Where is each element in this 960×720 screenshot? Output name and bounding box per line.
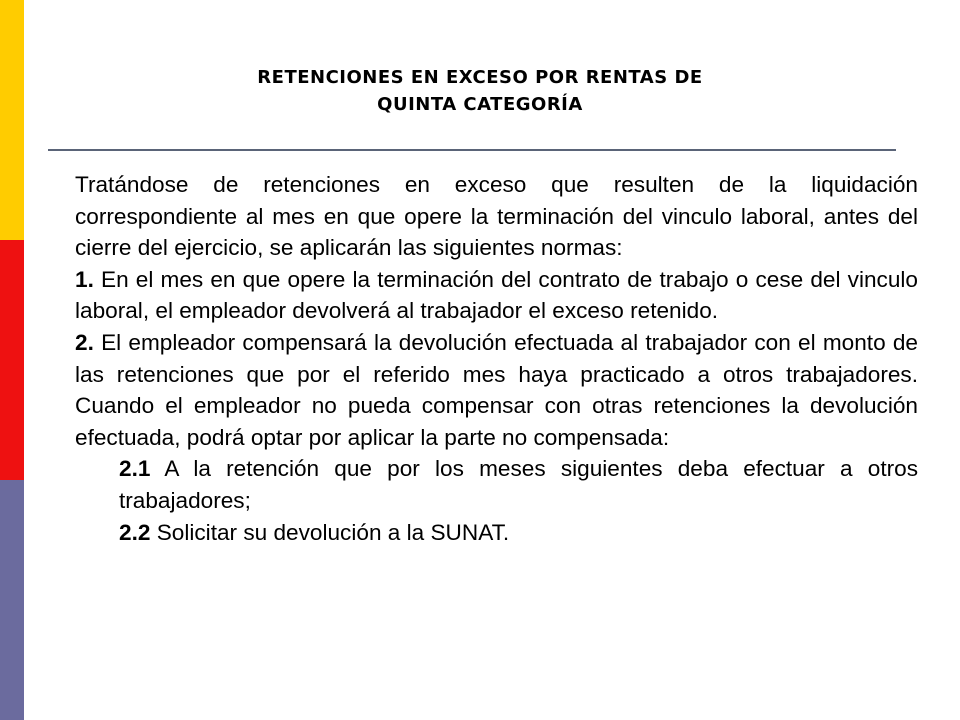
sub-item-number: 2.1 [119,456,151,482]
title-divider [48,149,896,151]
sub-item-number: 2.2 [119,519,151,545]
slide-body [75,169,918,548]
list-item-1 [75,264,918,327]
sub-item-2-2 [119,517,918,549]
side-bar-blue-segment [0,480,24,720]
item-number: 2. [75,329,94,355]
list-item-2 [75,327,918,453]
sub-item-2-1 [119,453,918,516]
intro-paragraph: Tratándose de retenciones en exceso que resulten de la liquidación correspondiente al mes en que opere la terminación del vinculo laboral, antes del cierre del ejercicio, se aplicarán las siguientes normas: [75,172,918,261]
item-number: 1. [75,266,94,292]
title-line-1: RETENCIONES EN EXCESO POR RENTAS DE [257,67,703,88]
sub-item-text: A la retención que por los meses siguientes deba efectuar a otros trabajadores; [119,456,919,513]
sub-item-text: Solicitar su devolución a la SUNAT. [156,519,510,545]
side-color-bar [0,0,24,720]
side-bar-yellow-segment [0,0,24,240]
slide-title [170,64,790,118]
side-bar-red-segment [0,240,24,480]
item-text: El empleador compensará la devolución efectuada al trabajador con el monto de las retenciones que por el referido mes haya practicado a otros trabajadores. Cuando el empleador no pueda compensar con otras retenciones la devolución efectuada, podrá optar por aplicar la parte no compensada: [75,329,918,450]
title-line-2: QUINTA CATEGORÍA [377,94,583,115]
item-text: En el mes en que opere la terminación del contrato de trabajo o cese del vinculo laboral, el empleador devolverá al trabajador el exceso retenido. [75,266,918,324]
